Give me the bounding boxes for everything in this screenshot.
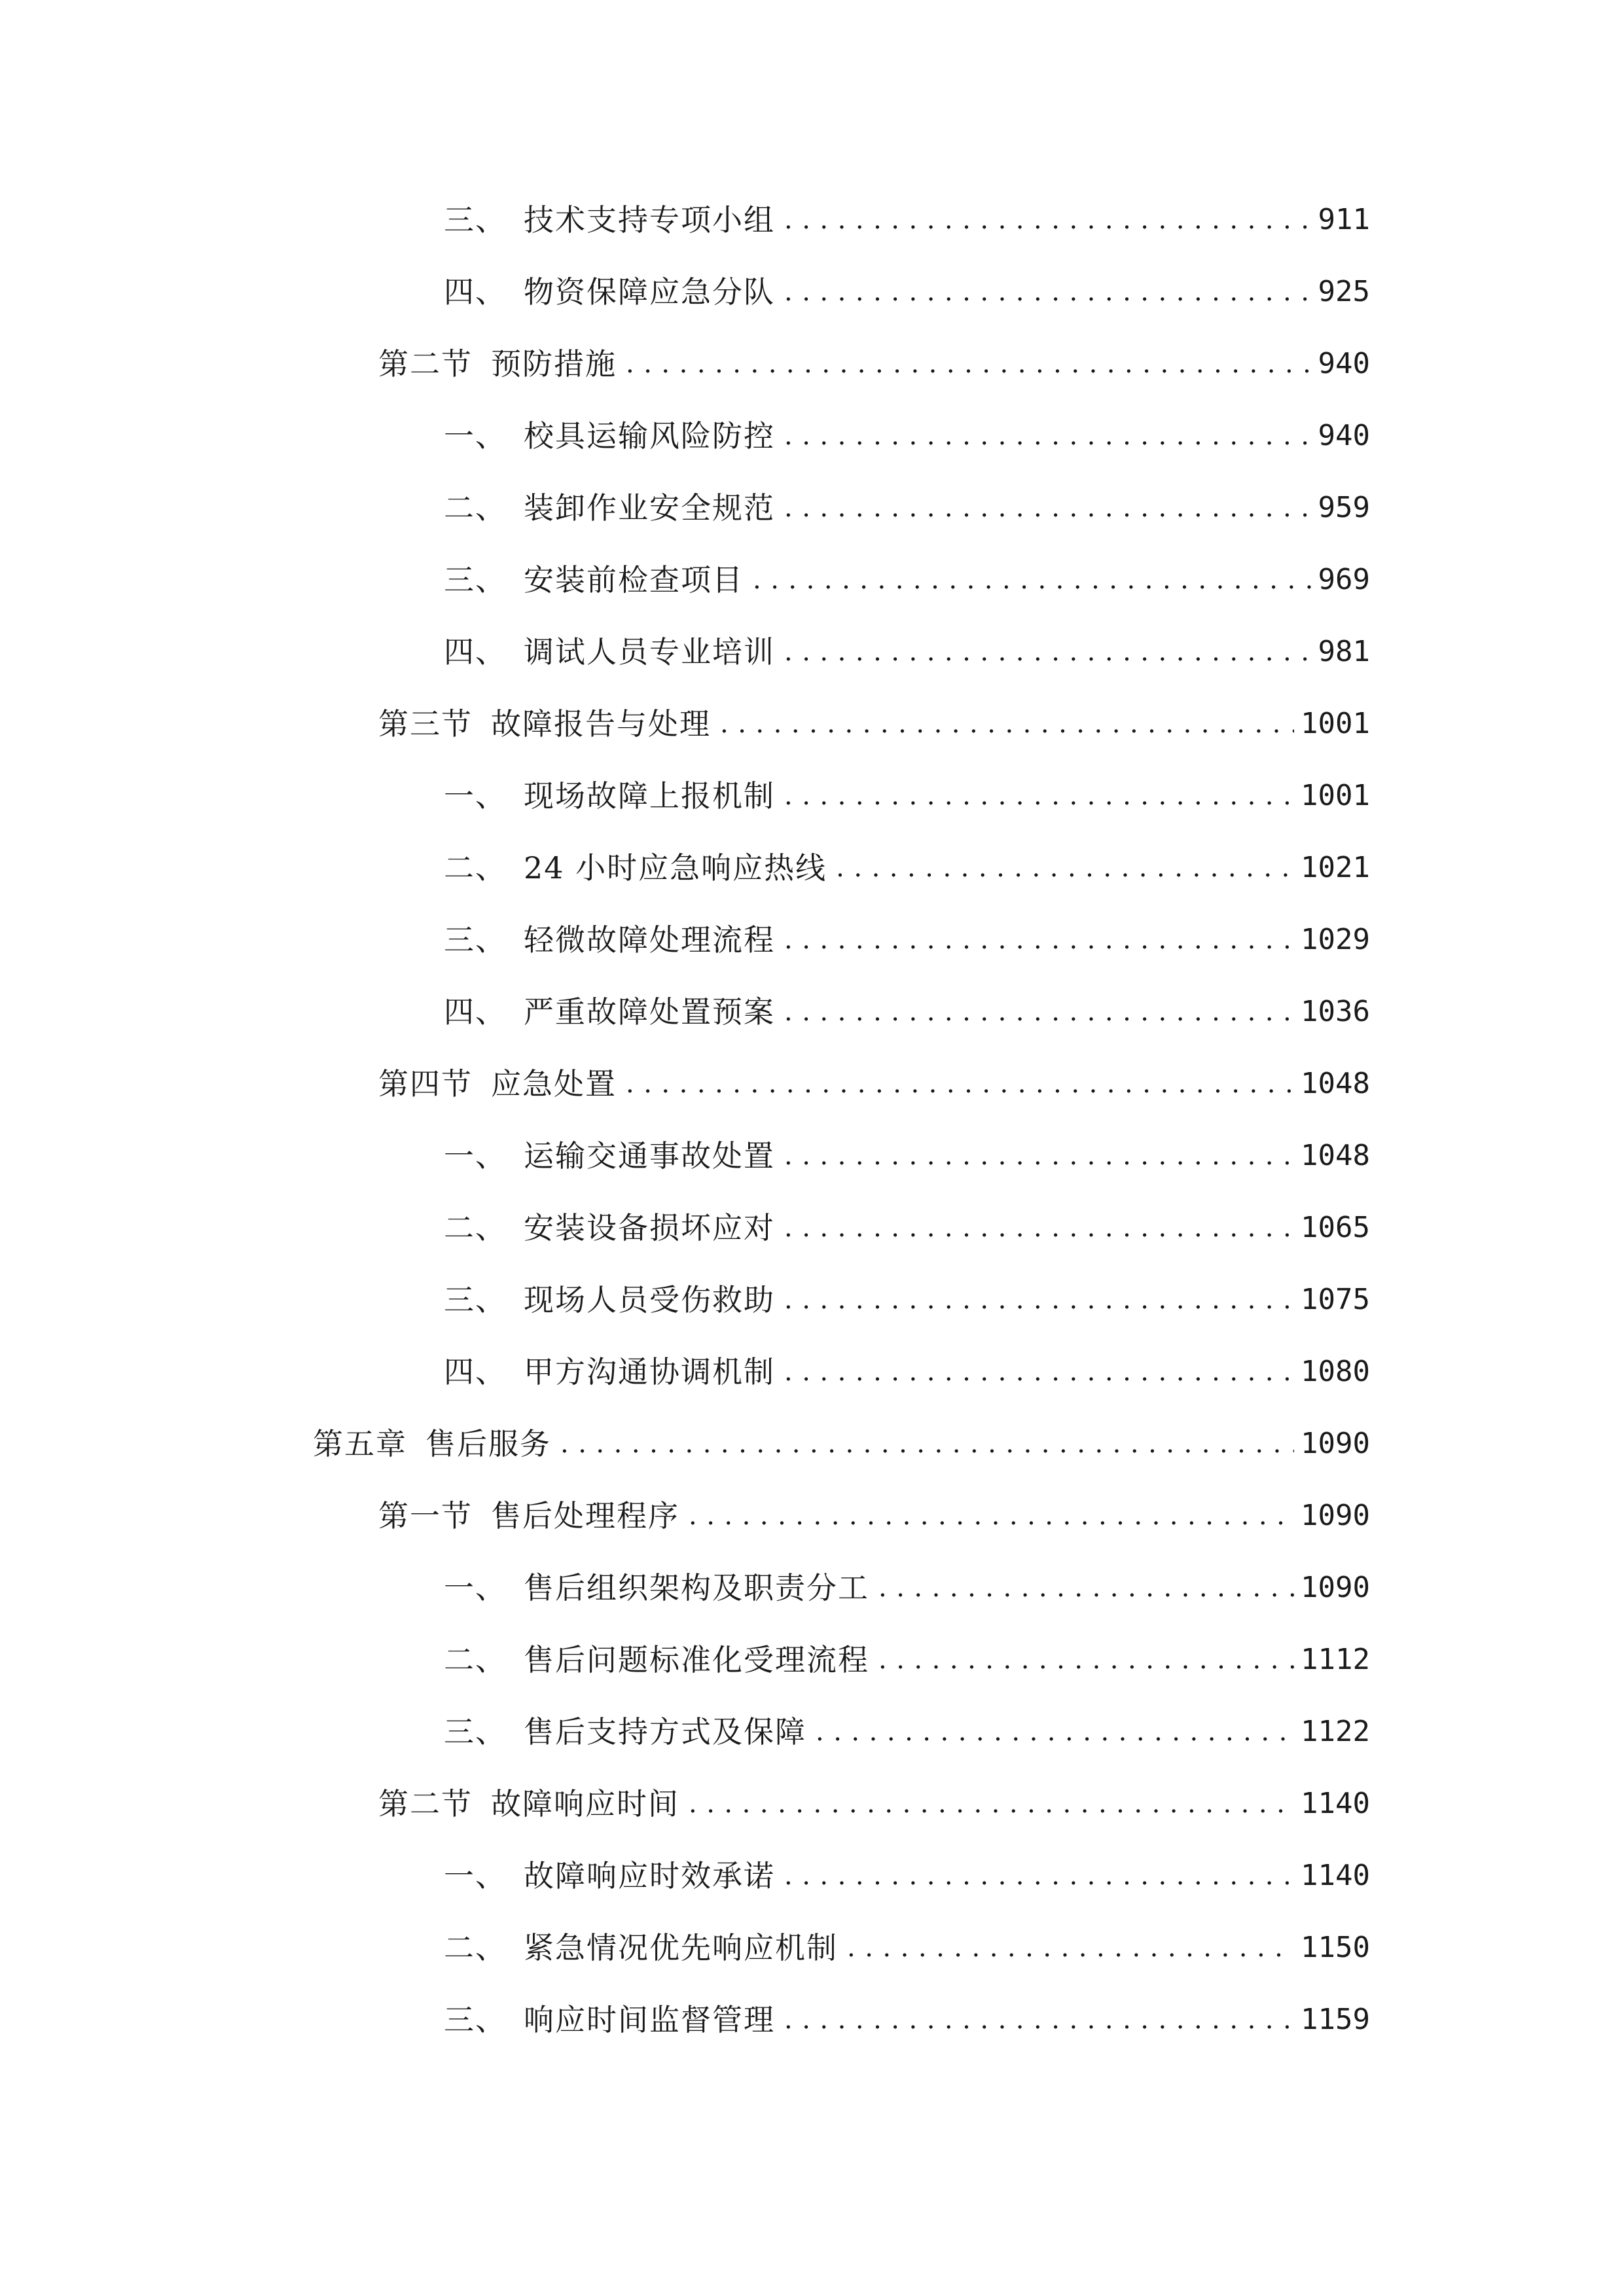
- entry-prefix: 四、: [444, 274, 507, 310]
- page-number: 911: [1318, 203, 1370, 236]
- entry-prefix: 第一节: [378, 1498, 473, 1534]
- entry-prefix: 三、: [444, 2002, 507, 2037]
- leader-dots: [753, 554, 1312, 606]
- page-number: 1065: [1301, 1211, 1370, 1244]
- entry-title: 装卸作业安全规范: [524, 490, 775, 526]
- entry-title: 预防措施: [491, 346, 617, 382]
- page-number: 1090: [1301, 1499, 1370, 1532]
- entry-prefix: 三、: [444, 202, 507, 238]
- entry-prefix: 第三节: [378, 706, 473, 742]
- entry-prefix: 第二节: [378, 346, 473, 382]
- leader-dots: [816, 1706, 1294, 1758]
- page-number: 940: [1318, 347, 1370, 380]
- entry-title: 售后组织架构及职责分工: [524, 1570, 869, 1605]
- toc-entry[interactable]: [444, 1346, 1370, 1398]
- toc-entry[interactable]: [444, 770, 1370, 822]
- toc-entry[interactable]: [378, 1778, 1370, 1830]
- toc-entry[interactable]: [444, 986, 1370, 1038]
- toc-entry[interactable]: [444, 842, 1370, 894]
- page-number: 969: [1318, 563, 1370, 596]
- page-number: 1090: [1301, 1427, 1370, 1460]
- page-number: 1122: [1301, 1715, 1370, 1748]
- entry-prefix: 三、: [444, 1714, 507, 1749]
- entry-prefix: 一、: [444, 1570, 507, 1605]
- entry-prefix: 一、: [444, 1138, 507, 1174]
- entry-title: 现场人员受伤救助: [524, 1282, 775, 1318]
- page-number: 1048: [1301, 1067, 1370, 1100]
- toc-entry[interactable]: [444, 914, 1370, 966]
- entry-title: 售后处理程序: [491, 1498, 679, 1534]
- page-number: 1090: [1301, 1571, 1370, 1604]
- page-number: 1159: [1301, 2003, 1370, 2036]
- page-number: 981: [1318, 635, 1370, 668]
- leader-dots: [689, 1490, 1294, 1542]
- leader-dots: [784, 986, 1294, 1038]
- toc-entry[interactable]: [378, 1490, 1370, 1542]
- leader-dots: [784, 770, 1294, 822]
- entry-prefix: 四、: [444, 634, 507, 670]
- leader-dots: [836, 842, 1294, 894]
- toc-entry[interactable]: [444, 1562, 1370, 1614]
- page-number: 940: [1318, 419, 1370, 452]
- leader-dots: [878, 1562, 1294, 1614]
- entry-title: 调试人员专业培训: [524, 634, 775, 670]
- toc-entry[interactable]: [444, 1922, 1370, 1974]
- toc-entry[interactable]: [444, 482, 1370, 534]
- entry-title: 应急处置: [491, 1066, 617, 1102]
- toc-entry[interactable]: [444, 194, 1370, 246]
- leader-dots: [784, 1274, 1294, 1326]
- entry-prefix: 第二节: [378, 1786, 473, 1821]
- leader-dots: [784, 1850, 1294, 1902]
- leader-dots: [784, 1994, 1294, 2046]
- entry-title: 故障响应时效承诺: [524, 1858, 775, 1893]
- toc-entry[interactable]: [444, 266, 1370, 318]
- entry-prefix: 一、: [444, 778, 507, 814]
- toc-entry[interactable]: [444, 1706, 1370, 1758]
- leader-dots: [689, 1778, 1294, 1830]
- toc-entry[interactable]: [444, 554, 1370, 606]
- toc-entry[interactable]: [378, 338, 1370, 390]
- leader-dots: [720, 698, 1294, 750]
- toc-entry[interactable]: [444, 1850, 1370, 1902]
- leader-dots: [784, 1202, 1294, 1254]
- page-number: 1140: [1301, 1787, 1370, 1820]
- leader-dots: [560, 1418, 1294, 1470]
- entry-title: 紧急情况优先响应机制: [524, 1930, 838, 1965]
- entry-title: 售后服务: [425, 1426, 551, 1462]
- toc-entry[interactable]: [444, 410, 1370, 462]
- leader-dots: [626, 1058, 1294, 1110]
- leader-dots: [784, 482, 1312, 534]
- entry-title: 运输交通事故处置: [524, 1138, 775, 1174]
- entry-title: 校具运输风险防控: [524, 418, 775, 454]
- entry-title: 故障报告与处理: [491, 706, 711, 742]
- page-number: 925: [1318, 275, 1370, 308]
- page-number: 1036: [1301, 995, 1370, 1028]
- toc-entry[interactable]: [444, 1130, 1370, 1182]
- leader-dots: [847, 1922, 1294, 1974]
- entry-title: 轻微故障处理流程: [524, 922, 775, 958]
- toc-entry[interactable]: [444, 1634, 1370, 1686]
- entry-title: 现场故障上报机制: [524, 778, 775, 814]
- page-number: 1080: [1301, 1355, 1370, 1388]
- leader-dots: [784, 194, 1312, 246]
- entry-prefix: 三、: [444, 562, 507, 598]
- leader-dots: [784, 914, 1294, 966]
- entry-prefix: 二、: [444, 850, 507, 886]
- entry-prefix: 二、: [444, 1210, 507, 1246]
- entry-prefix: 一、: [444, 418, 507, 454]
- entry-title: 响应时间监督管理: [524, 2002, 775, 2037]
- toc-entry[interactable]: [444, 626, 1370, 678]
- entry-title: 安装设备损坏应对: [524, 1210, 775, 1246]
- entry-prefix: 第四节: [378, 1066, 473, 1102]
- leader-dots: [784, 410, 1312, 462]
- entry-title: 24 小时应急响应热线: [524, 850, 827, 886]
- entry-prefix: 二、: [444, 1930, 507, 1965]
- toc-entry[interactable]: [444, 1994, 1370, 2046]
- toc-entry[interactable]: [313, 1418, 1370, 1470]
- entry-prefix: 三、: [444, 1282, 507, 1318]
- entry-title: 售后问题标准化受理流程: [524, 1642, 869, 1677]
- entry-title: 售后支持方式及保障: [524, 1714, 806, 1749]
- page-number: 1001: [1301, 779, 1370, 812]
- page-number: 1001: [1301, 707, 1370, 740]
- leader-dots: [784, 1130, 1294, 1182]
- entry-prefix: 四、: [444, 994, 507, 1030]
- page-number: 1075: [1301, 1283, 1370, 1316]
- entry-prefix: 第五章: [313, 1426, 407, 1462]
- entry-prefix: 四、: [444, 1354, 507, 1390]
- entry-title: 安装前检查项目: [524, 562, 744, 598]
- entry-prefix: 三、: [444, 922, 507, 958]
- leader-dots: [784, 626, 1312, 678]
- page-number: 1029: [1301, 923, 1370, 956]
- toc-entry[interactable]: [378, 698, 1370, 750]
- page-number: 1140: [1301, 1859, 1370, 1892]
- leader-dots: [878, 1634, 1294, 1686]
- leader-dots: [784, 1346, 1294, 1398]
- entry-prefix: 二、: [444, 1642, 507, 1677]
- toc-entry[interactable]: [378, 1058, 1370, 1110]
- page-number: 1112: [1301, 1643, 1370, 1676]
- page-number: 959: [1318, 491, 1370, 524]
- page-number: 1048: [1301, 1139, 1370, 1172]
- toc-entry[interactable]: [444, 1202, 1370, 1254]
- leader-dots: [626, 338, 1312, 390]
- entry-title: 严重故障处置预案: [524, 994, 775, 1030]
- page-number: 1021: [1301, 851, 1370, 884]
- leader-dots: [784, 266, 1312, 318]
- entry-title: 故障响应时间: [491, 1786, 679, 1821]
- entry-title: 物资保障应急分队: [524, 274, 775, 310]
- entry-title: 甲方沟通协调机制: [524, 1354, 775, 1390]
- toc-entry[interactable]: [444, 1274, 1370, 1326]
- entry-prefix: 二、: [444, 490, 507, 526]
- entry-prefix: 一、: [444, 1858, 507, 1893]
- page-number: 1150: [1301, 1931, 1370, 1964]
- entry-title: 技术支持专项小组: [524, 202, 775, 238]
